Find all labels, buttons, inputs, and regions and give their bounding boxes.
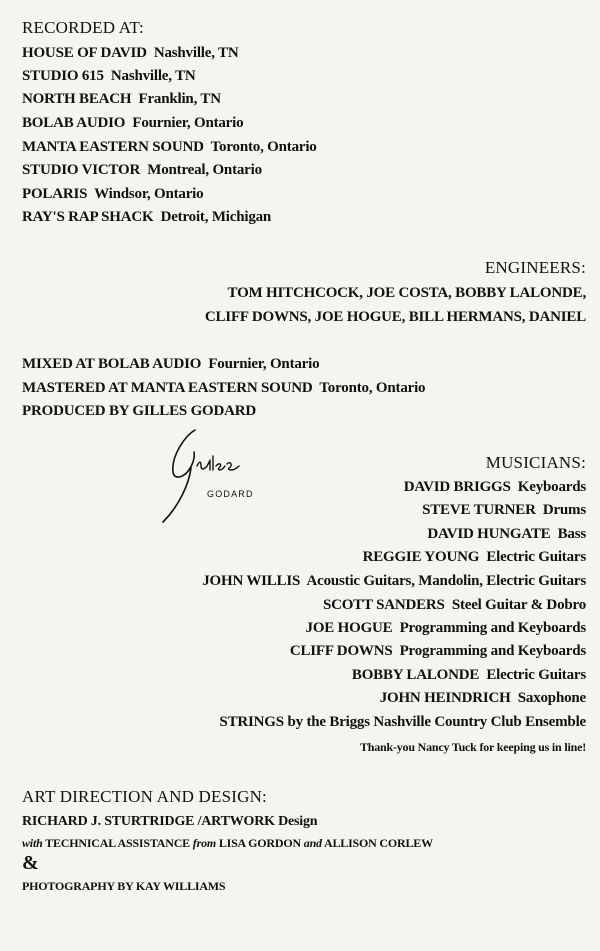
musician-line: BOBBY LALONDE Electric Guitars: [351, 667, 586, 683]
produced-line: PRODUCED BY GILLES GODARD: [22, 403, 257, 419]
mixed-line: MIXED AT BOLAB AUDIO Fournier, Ontario: [22, 356, 320, 372]
musician-line: DAVID HUNGATE Bass: [427, 526, 586, 542]
art-heading: ART DIRECTION AND DESIGN:: [22, 787, 267, 806]
godard-signature-logo: [155, 422, 275, 524]
engineers-line: CLIFF DOWNS, JOE HOGUE, BILL HERMANS, DANIEL: [204, 309, 586, 325]
studio-line: RAY'S RAP SHACK Detroit, Michigan: [22, 209, 272, 225]
studio-line: BOLAB AUDIO Fournier, Ontario: [22, 115, 244, 131]
musician-line: REGGIE YOUNG Electric Guitars: [362, 549, 586, 565]
studio-line: NORTH BEACH Franklin, TN: [22, 91, 221, 107]
mastered-line: MASTERED AT MANTA EASTERN SOUND Toronto, Ontario: [22, 380, 426, 396]
engineers-line: TOM HITCHCOCK, JOE COSTA, BOBBY LALONDE,: [227, 285, 586, 301]
musician-line: JOHN WILLIS Acoustic Guitars, Mandolin, Electric Guitars: [202, 573, 586, 589]
godard-wordmark: GODARD: [207, 489, 254, 499]
studio-line: STUDIO VICTOR Montreal, Ontario: [22, 162, 262, 178]
studio-line: MANTA EASTERN SOUND Toronto, Ontario: [22, 139, 317, 155]
musician-line: CLIFF DOWNS Programming and Keyboards: [289, 643, 586, 659]
musician-line: STEVE TURNER Drums: [422, 502, 586, 518]
musicians-heading: MUSICIANS:: [485, 453, 586, 472]
photography-line: PHOTOGRAPHY BY KAY WILLIAMS: [22, 879, 226, 893]
studio-line: STUDIO 615 Nashville, TN: [22, 68, 196, 84]
recorded-heading: RECORDED AT:: [22, 18, 144, 37]
musician-line: JOE HOGUE Programming and Keyboards: [305, 620, 586, 636]
ampersand: &: [22, 852, 39, 874]
studio-line: HOUSE OF DAVID Nashville, TN: [22, 45, 239, 61]
musician-line: SCOTT SANDERS Steel Guitar & Dobro: [322, 597, 586, 613]
designer-line: RICHARD J. STURTRIDGE /ARTWORK Design: [22, 814, 318, 829]
studio-line: POLARIS Windsor, Ontario: [22, 186, 204, 202]
technical-line: with TECHNICAL ASSISTANCE from LISA GORDON and ALLISON CORLEW: [22, 836, 433, 850]
strings-line: STRINGS by the Briggs Nashville Country Club Ensemble: [219, 714, 586, 730]
musician-line: DAVID BRIGGS Keyboards: [403, 479, 586, 495]
engineers-heading: ENGINEERS:: [484, 258, 586, 277]
musician-line: JOHN HEINDRICH Saxophone: [379, 690, 586, 706]
thanks-note: Thank-you Nancy Tuck for keeping us in line!: [359, 740, 586, 754]
